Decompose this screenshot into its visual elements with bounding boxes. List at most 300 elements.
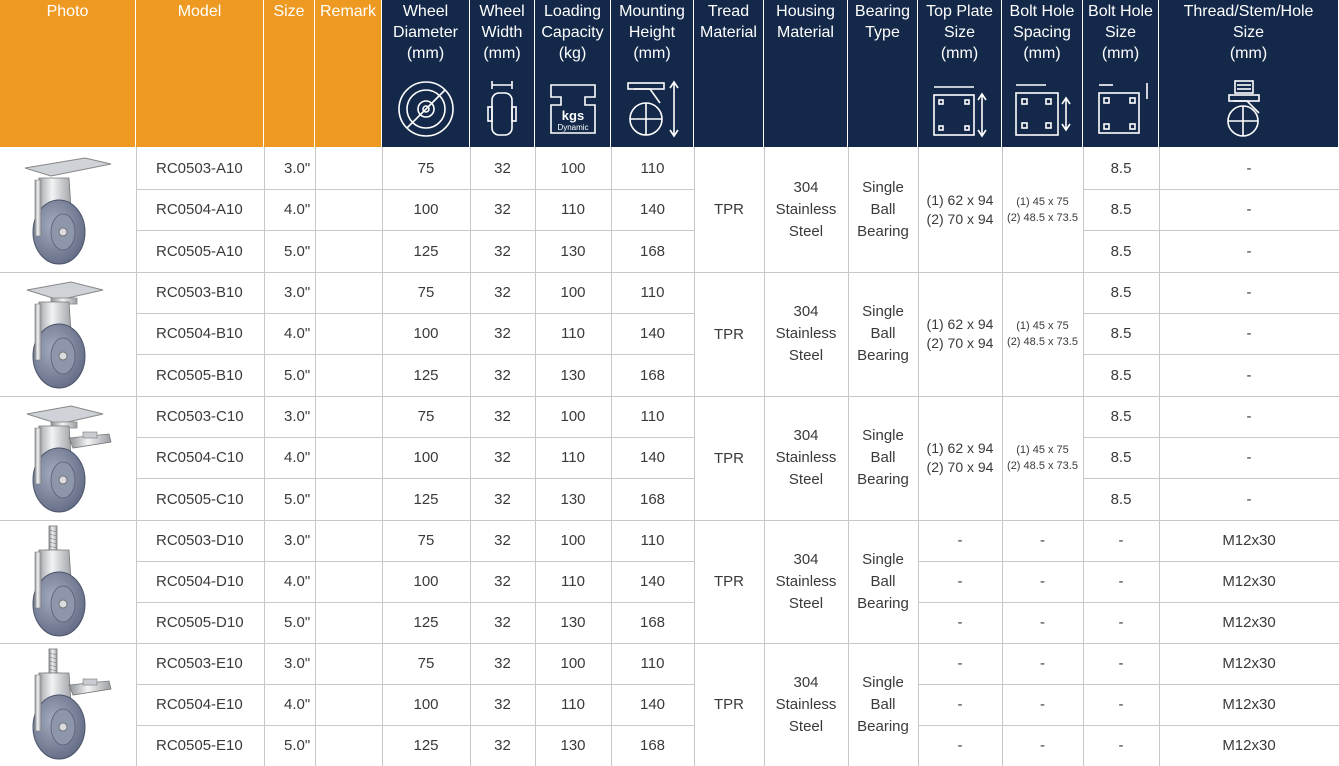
- header-label-mounting-height: Mounting Height (mm): [619, 3, 685, 62]
- top-plate-size-cell: -: [957, 532, 963, 549]
- loading-capacity-cell: 130: [560, 737, 586, 754]
- mounting-height-cell: 168: [639, 490, 666, 508]
- bolt-hole-size-cell: 8.5: [1110, 325, 1132, 342]
- loading-capacity-cell: 110: [561, 325, 585, 342]
- model-cell: RC0504-C10: [156, 449, 244, 466]
- grid-row-line: [470, 602, 535, 603]
- thread-size-cell: -: [1246, 325, 1252, 342]
- grid-row-line: [535, 561, 611, 562]
- loading-capacity-cell: 130: [560, 366, 586, 384]
- thread-size-cell: -: [1246, 242, 1252, 260]
- threaded-stem-caster-photo: [13, 522, 123, 642]
- grid-row-line: [315, 478, 382, 479]
- mounting-height-cell: 168: [639, 737, 666, 754]
- size-cell: 4.0": [284, 325, 311, 342]
- grid-row-line: [470, 230, 535, 231]
- wheel-width-cell: 32: [494, 573, 511, 590]
- mounting-height-cell: 140: [639, 696, 666, 713]
- grid-row-line: [382, 354, 470, 355]
- thread-size-cell: -: [1246, 408, 1252, 425]
- wheel-width-cell: 32: [494, 449, 511, 466]
- model-cell: RC0505-B10: [156, 366, 243, 384]
- grid-row-line: [382, 684, 470, 685]
- bearing-type-cell: Single Ball Bearing: [857, 673, 909, 735]
- grid-row-line: [535, 684, 611, 685]
- model-cell: RC0505-C10: [156, 490, 244, 508]
- swivel-caster-photo: [13, 274, 123, 394]
- bolt-hole-spacing-cell: -: [1040, 737, 1045, 754]
- wheel-diameter-cell: 100: [413, 325, 439, 342]
- top-plate-size-cell: (1) 62 x 94 (2) 70 x 94: [926, 191, 994, 227]
- bolt-hole-size-icon: [1089, 79, 1153, 139]
- header-photo: [0, 0, 136, 147]
- top-plate-size-icon: [928, 79, 992, 139]
- thread-size-cell: -: [1246, 284, 1252, 301]
- top-plate-size-cell: -: [957, 655, 963, 672]
- wheel-diameter-cell: 100: [413, 449, 439, 466]
- mounting-height-cell: 168: [639, 366, 666, 384]
- loading-capacity-cell: 100: [560, 408, 586, 425]
- header-label-tread-material: Tread Material: [700, 3, 757, 41]
- size-cell: 4.0": [284, 696, 311, 713]
- top-plate-size-cell: (1) 62 x 94 (2) 70 x 94: [926, 440, 994, 475]
- grid-row-line: [315, 354, 382, 355]
- wheel-diameter-cell: 125: [413, 614, 439, 631]
- mounting-height-cell: 168: [639, 242, 666, 260]
- grid-row-line: [1159, 313, 1339, 314]
- header-bolt-hole-size: [1083, 0, 1159, 147]
- header-mounting-height: [611, 0, 694, 147]
- wheel-width-cell: 32: [494, 366, 511, 384]
- grid-row-line: [470, 313, 535, 314]
- header-bolt-hole-spacing: [1002, 0, 1083, 147]
- grid-row-line: [535, 313, 611, 314]
- loading-capacity-cell: 130: [560, 242, 586, 260]
- grid-row-line: [535, 189, 611, 190]
- grid-row-line: [382, 725, 470, 726]
- header-label-loading-capacity: Loading Capacity (kg): [541, 3, 604, 62]
- thread-stem-icon: [1217, 79, 1281, 139]
- wheel-diameter-cell: 75: [417, 159, 435, 177]
- grid-vertical-line: [848, 147, 849, 766]
- swivel-brake-caster-photo: [13, 398, 123, 518]
- grid-row-line: [1159, 725, 1339, 726]
- grid-row-line: [264, 602, 315, 603]
- header-loading-capacity: [535, 0, 611, 147]
- grid-vertical-line: [694, 147, 695, 766]
- grid-group-line: [0, 272, 1339, 273]
- grid-group-line: [0, 396, 1339, 397]
- bolt-hole-size-cell: 8.5: [1110, 490, 1132, 508]
- header-label-bearing-type: Bearing Type: [854, 3, 911, 41]
- grid-row-line: [1159, 478, 1339, 479]
- grid-row-line: [1083, 602, 1159, 603]
- wheel-diameter-cell: 75: [417, 532, 435, 549]
- wheel-diameter-cell: 100: [413, 573, 439, 590]
- mounting-height-cell: 110: [640, 655, 665, 672]
- grid-row-line: [470, 437, 535, 438]
- grid-row-line: [136, 684, 264, 685]
- header-label-thread-size: Thread/Stem/Hole Size (mm): [1183, 3, 1314, 62]
- grid-row-line: [470, 684, 535, 685]
- size-cell: 4.0": [284, 449, 311, 466]
- top-plate-size-cell: (1) 62 x 94 (2) 70 x 94: [926, 316, 994, 351]
- tread-material-cell: TPR: [714, 696, 744, 713]
- header-housing-material: [764, 0, 848, 147]
- grid-row-line: [264, 725, 315, 726]
- bolt-hole-size-cell: 8.5: [1110, 159, 1132, 177]
- grid-vertical-line: [264, 147, 265, 766]
- model-cell: RC0504-E10: [156, 696, 243, 713]
- grid-row-line: [1083, 684, 1159, 685]
- top-plate-size-cell: -: [957, 573, 963, 590]
- loading-capacity-cell: 100: [560, 532, 586, 549]
- grid-row-line: [136, 561, 264, 562]
- grid-row-line: [918, 602, 1002, 603]
- wheel-width-cell: 32: [494, 532, 511, 549]
- grid-row-line: [535, 478, 611, 479]
- wheel-width-cell: 32: [494, 490, 511, 508]
- grid-row-line: [382, 478, 470, 479]
- wheel-diameter-icon: [394, 79, 458, 139]
- top-plate-size-cell: -: [957, 614, 963, 631]
- grid-row-line: [1002, 561, 1083, 562]
- grid-row-line: [1159, 354, 1339, 355]
- mounting-height-cell: 140: [639, 325, 666, 342]
- grid-vertical-line: [1159, 147, 1160, 766]
- model-cell: RC0503-A10: [156, 159, 243, 177]
- wheel-width-cell: 32: [494, 242, 511, 260]
- mounting-height-cell: 140: [639, 573, 666, 590]
- model-cell: RC0503-B10: [156, 284, 243, 301]
- grid-row-line: [1083, 230, 1159, 231]
- bolt-hole-spacing-cell: -: [1040, 573, 1045, 590]
- wheel-width-cell: 32: [494, 325, 511, 342]
- grid-row-line: [1159, 437, 1339, 438]
- thread-size-cell: M12x30: [1222, 696, 1276, 713]
- grid-row-line: [1159, 561, 1339, 562]
- wheel-diameter-cell: 125: [413, 242, 439, 260]
- size-cell: 5.0": [284, 737, 311, 754]
- grid-group-line: [0, 643, 1339, 644]
- size-cell: 4.0": [284, 201, 311, 218]
- bearing-type-cell: Single Ball Bearing: [857, 427, 909, 488]
- grid-row-line: [611, 684, 694, 685]
- thread-size-cell: M12x30: [1222, 532, 1276, 549]
- svg-text:kgs: kgs: [561, 108, 584, 123]
- grid-row-line: [136, 602, 264, 603]
- grid-row-line: [264, 313, 315, 314]
- header-model: [136, 0, 264, 147]
- loading-capacity-cell: 110: [561, 696, 585, 713]
- grid-row-line: [535, 230, 611, 231]
- bearing-type-cell: Single Ball Bearing: [857, 178, 909, 240]
- photo-cell: [0, 147, 136, 272]
- loading-capacity-cell: 130: [560, 614, 586, 631]
- grid-row-line: [315, 725, 382, 726]
- size-cell: 3.0": [284, 159, 311, 177]
- model-cell: RC0504-A10: [156, 201, 243, 218]
- grid-row-line: [264, 561, 315, 562]
- thread-size-cell: -: [1246, 490, 1252, 508]
- grid-row-line: [264, 354, 315, 355]
- grid-group-line: [0, 520, 1339, 521]
- loading-capacity-cell: 100: [560, 159, 586, 177]
- grid-row-line: [264, 478, 315, 479]
- grid-vertical-line: [764, 147, 765, 766]
- grid-row-line: [136, 725, 264, 726]
- grid-row-line: [136, 230, 264, 231]
- bolt-hole-size-cell: 8.5: [1110, 242, 1132, 260]
- grid-vertical-line: [136, 147, 137, 766]
- threaded-stem-brake-caster-photo: [13, 645, 123, 765]
- grid-row-line: [611, 478, 694, 479]
- mounting-height-cell: 168: [639, 614, 666, 631]
- grid-row-line: [918, 684, 1002, 685]
- wheel-diameter-cell: 100: [413, 696, 439, 713]
- grid-row-line: [1083, 561, 1159, 562]
- housing-material-cell: 304 Stainless Steel: [775, 427, 837, 488]
- fixed-caster-photo: [13, 150, 123, 270]
- grid-row-line: [1083, 725, 1159, 726]
- tread-material-cell: TPR: [714, 201, 744, 218]
- grid-row-line: [1159, 684, 1339, 685]
- wheel-diameter-cell: 75: [417, 284, 435, 301]
- grid-row-line: [535, 725, 611, 726]
- bolt-hole-size-cell: 8.5: [1110, 449, 1132, 466]
- grid-row-line: [1159, 189, 1339, 190]
- grid-row-line: [611, 189, 694, 190]
- housing-material-cell: 304 Stainless Steel: [775, 550, 837, 612]
- bolt-hole-spacing-cell: -: [1040, 696, 1045, 713]
- grid-row-line: [382, 313, 470, 314]
- wheel-diameter-cell: 100: [413, 201, 439, 218]
- thread-size-cell: M12x30: [1222, 614, 1276, 631]
- grid-row-line: [470, 189, 535, 190]
- grid-row-line: [315, 561, 382, 562]
- photo-cell: [0, 272, 136, 396]
- grid-row-line: [136, 354, 264, 355]
- grid-row-line: [470, 725, 535, 726]
- header-label-bolt-hole-spacing: Bolt Hole Spacing (mm): [1009, 3, 1075, 62]
- photo-cell: [0, 396, 136, 520]
- bolt-hole-size-cell: -: [1118, 737, 1124, 754]
- bolt-hole-spacing-cell: -: [1040, 614, 1045, 631]
- grid-row-line: [611, 437, 694, 438]
- header-size: [264, 0, 315, 147]
- grid-row-line: [535, 437, 611, 438]
- wheel-diameter-cell: 75: [417, 408, 435, 425]
- grid-row-line: [611, 230, 694, 231]
- grid-row-line: [136, 189, 264, 190]
- loading-capacity-cell: 130: [560, 490, 586, 508]
- wheel-width-cell: 32: [494, 614, 511, 631]
- grid-row-line: [315, 189, 382, 190]
- model-cell: RC0504-B10: [156, 325, 243, 342]
- grid-row-line: [264, 684, 315, 685]
- header-label-remark: Remark: [319, 3, 376, 20]
- photo-cell: [0, 643, 136, 766]
- thread-size-cell: -: [1246, 201, 1252, 218]
- size-cell: 5.0": [284, 614, 311, 631]
- grid-vertical-line: [382, 147, 383, 766]
- loading-capacity-cell: 100: [560, 284, 586, 301]
- model-cell: RC0505-A10: [156, 242, 243, 260]
- housing-material-cell: 304 Stainless Steel: [775, 303, 837, 364]
- bolt-hole-size-cell: 8.5: [1110, 284, 1132, 301]
- thread-size-cell: -: [1246, 159, 1252, 177]
- grid-vertical-line: [918, 147, 919, 766]
- grid-row-line: [611, 602, 694, 603]
- bolt-hole-size-cell: 8.5: [1110, 201, 1132, 218]
- header-label-housing-material: Housing Material: [776, 3, 835, 41]
- grid-row-line: [611, 313, 694, 314]
- wheel-width-cell: 32: [494, 655, 511, 672]
- size-cell: 5.0": [284, 490, 311, 508]
- model-cell: RC0503-C10: [156, 408, 244, 425]
- wheel-width-cell: 32: [494, 696, 511, 713]
- grid-row-line: [136, 437, 264, 438]
- grid-vertical-line: [1083, 147, 1084, 766]
- bolt-hole-spacing-cell: (1) 45 x 75 (2) 48.5 x 73.5: [1007, 444, 1078, 472]
- grid-row-line: [136, 478, 264, 479]
- grid-row-line: [611, 561, 694, 562]
- header-label-top-plate-size: Top Plate Size (mm): [926, 3, 993, 62]
- wheel-diameter-cell: 125: [413, 490, 439, 508]
- thread-size-cell: M12x30: [1222, 737, 1276, 754]
- grid-row-line: [1159, 602, 1339, 603]
- grid-vertical-line: [535, 147, 536, 766]
- header-label-photo: Photo: [46, 3, 89, 20]
- wheel-width-cell: 32: [494, 159, 511, 177]
- size-cell: 3.0": [284, 284, 311, 301]
- bolt-hole-spacing-cell: -: [1040, 532, 1045, 549]
- top-plate-size-cell: -: [957, 737, 963, 754]
- header-label-wheel-diameter: Wheel Diameter (mm): [393, 3, 458, 62]
- header-thread-size: [1159, 0, 1339, 147]
- tread-material-cell: TPR: [714, 325, 744, 343]
- wheel-diameter-cell: 75: [417, 655, 435, 672]
- tread-material-cell: TPR: [714, 573, 744, 590]
- grid-row-line: [264, 437, 315, 438]
- thread-size-cell: M12x30: [1222, 655, 1276, 672]
- grid-row-line: [1083, 354, 1159, 355]
- model-cell: RC0503-E10: [156, 655, 243, 672]
- model-cell: RC0505-D10: [156, 614, 244, 631]
- grid-row-line: [535, 602, 611, 603]
- grid-row-line: [918, 725, 1002, 726]
- grid-row-line: [315, 602, 382, 603]
- mounting-height-cell: 110: [640, 408, 665, 425]
- thread-size-cell: M12x30: [1222, 573, 1276, 590]
- wheel-width-icon: [470, 79, 534, 139]
- mounting-height-cell: 140: [639, 449, 666, 466]
- grid-row-line: [611, 725, 694, 726]
- grid-row-line: [382, 230, 470, 231]
- bolt-hole-size-cell: -: [1118, 696, 1124, 713]
- loading-capacity-cell: 110: [561, 573, 585, 590]
- wheel-diameter-cell: 125: [413, 366, 439, 384]
- wheel-width-cell: 32: [494, 737, 511, 754]
- grid-row-line: [136, 313, 264, 314]
- bolt-hole-size-cell: 8.5: [1110, 366, 1132, 384]
- grid-row-line: [1083, 313, 1159, 314]
- loading-capacity-cell: 110: [561, 449, 585, 466]
- top-plate-size-cell: -: [957, 696, 963, 713]
- header-label-wheel-width: Wheel Width (mm): [479, 3, 525, 62]
- housing-material-cell: 304 Stainless Steel: [775, 673, 837, 735]
- header-wheel-width: [470, 0, 535, 147]
- bearing-type-cell: Single Ball Bearing: [857, 550, 909, 612]
- mounting-height-cell: 110: [640, 159, 665, 177]
- grid-row-line: [315, 313, 382, 314]
- bolt-hole-spacing-cell: -: [1040, 655, 1045, 672]
- grid-row-line: [382, 561, 470, 562]
- grid-row-line: [470, 561, 535, 562]
- bolt-hole-size-cell: 8.5: [1110, 408, 1132, 425]
- size-cell: 3.0": [284, 532, 311, 549]
- bolt-hole-spacing-cell: (1) 45 x 75 (2) 48.5 x 73.5: [1007, 195, 1078, 224]
- loading-capacity-cell: 100: [560, 655, 586, 672]
- grid-row-line: [382, 189, 470, 190]
- mounting-height-cell: 140: [639, 201, 666, 218]
- bolt-hole-spacing-icon: [1010, 79, 1074, 139]
- bolt-hole-spacing-cell: (1) 45 x 75 (2) 48.5 x 73.5: [1007, 320, 1078, 348]
- grid-row-line: [264, 230, 315, 231]
- bearing-type-cell: Single Ball Bearing: [857, 303, 909, 364]
- grid-row-line: [382, 602, 470, 603]
- bolt-hole-size-cell: -: [1118, 532, 1124, 549]
- thread-size-cell: -: [1246, 449, 1252, 466]
- grid-row-line: [315, 684, 382, 685]
- header-label-size: Size: [273, 3, 305, 20]
- mounting-height-cell: 110: [640, 532, 665, 549]
- model-cell: RC0503-D10: [156, 532, 244, 549]
- grid-row-line: [264, 189, 315, 190]
- header-label-bolt-hole-size: Bolt Hole Size (mm): [1088, 3, 1153, 62]
- grid-row-line: [918, 561, 1002, 562]
- grid-row-line: [535, 354, 611, 355]
- grid-row-line: [1002, 602, 1083, 603]
- grid-vertical-line: [611, 147, 612, 766]
- svg-text:Dynamic: Dynamic: [556, 123, 589, 132]
- wheel-width-cell: 32: [494, 408, 511, 425]
- header-label-model: Model: [177, 3, 222, 20]
- header-wheel-diameter: [382, 0, 470, 147]
- grid-row-line: [1083, 189, 1159, 190]
- model-cell: RC0504-D10: [156, 573, 244, 590]
- load-capacity-icon: [541, 79, 605, 139]
- size-cell: 5.0": [284, 366, 311, 384]
- photo-cell: [0, 520, 136, 643]
- thread-size-cell: -: [1246, 366, 1252, 384]
- grid-row-line: [611, 354, 694, 355]
- bolt-hole-size-cell: -: [1118, 573, 1124, 590]
- wheel-width-cell: 32: [494, 284, 511, 301]
- grid-row-line: [1159, 230, 1339, 231]
- grid-row-line: [470, 354, 535, 355]
- bolt-hole-size-cell: -: [1118, 614, 1124, 631]
- wheel-diameter-cell: 125: [413, 737, 439, 754]
- model-cell: RC0505-E10: [156, 737, 243, 754]
- header-top-plate-size: [918, 0, 1002, 147]
- size-cell: 3.0": [284, 408, 311, 425]
- grid-row-line: [315, 230, 382, 231]
- header-remark: [315, 0, 382, 147]
- header-bearing-type: [848, 0, 918, 147]
- tread-material-cell: TPR: [714, 449, 744, 467]
- housing-material-cell: 304 Stainless Steel: [775, 178, 837, 240]
